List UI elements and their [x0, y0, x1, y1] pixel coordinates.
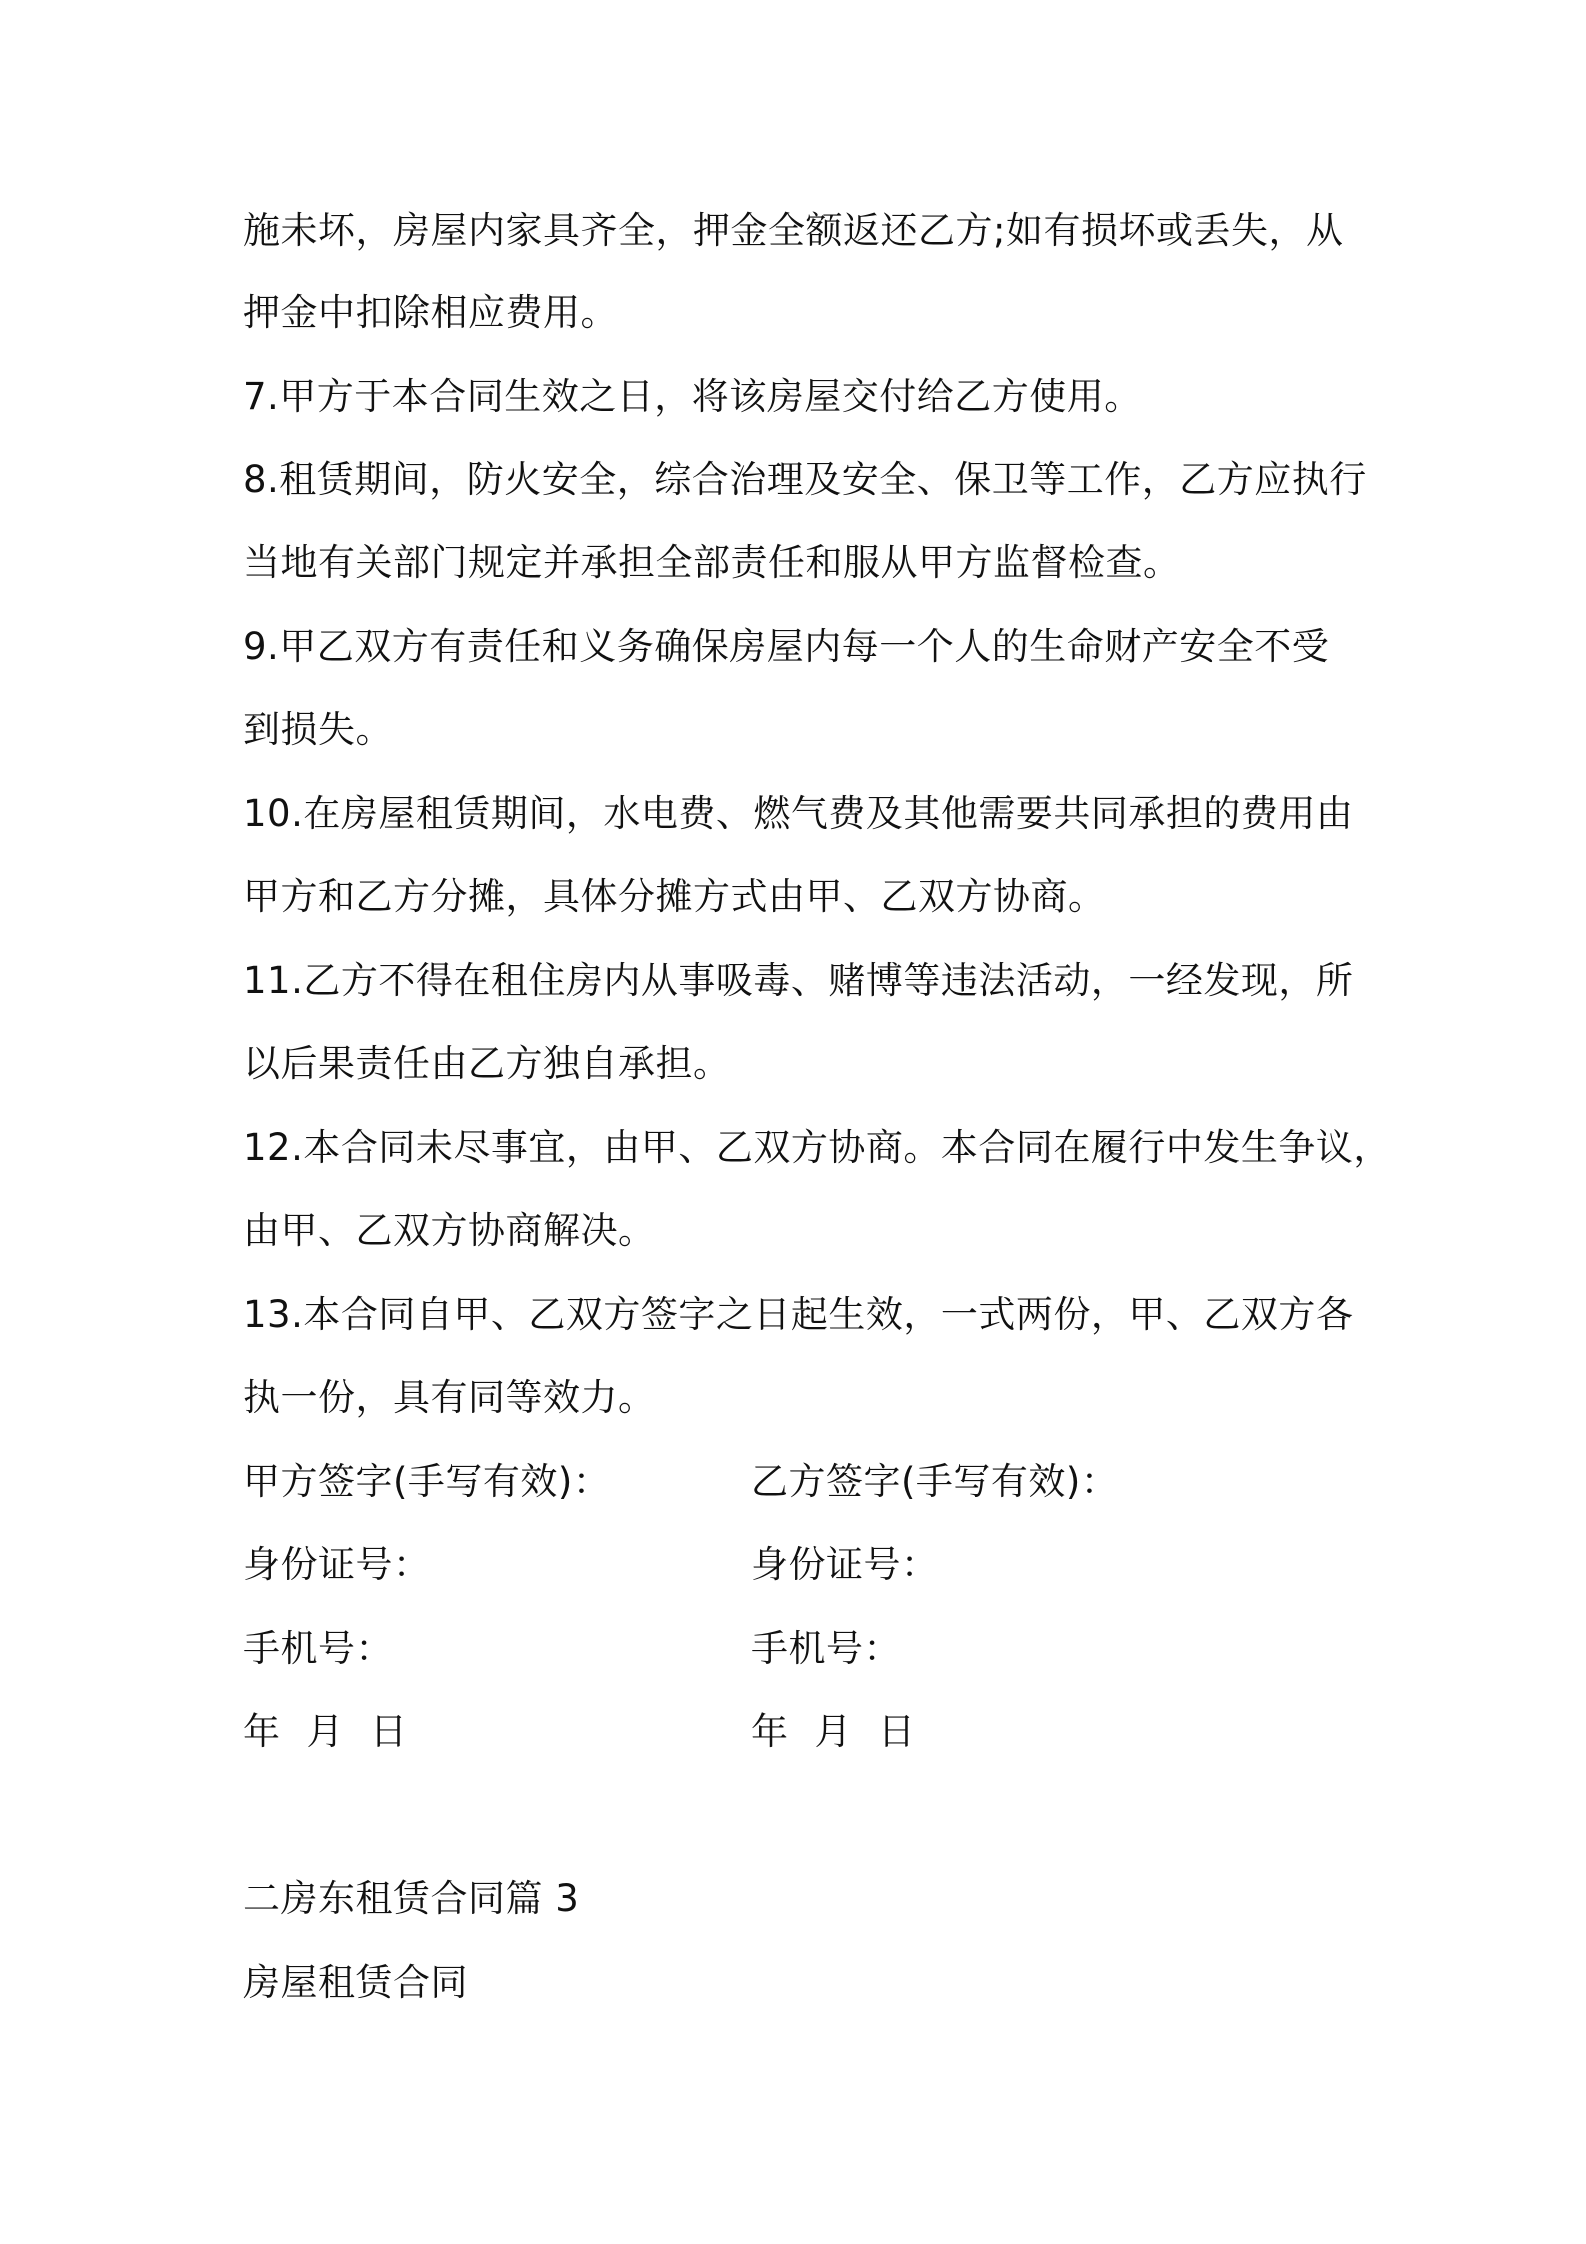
clause-text-line: 执一份，具有同等效力。 [243, 1376, 656, 1419]
clause-text-line: 以后果责任由乙方独自承担。 [243, 1042, 731, 1085]
party-b-phone-label: 手机号： [751, 1627, 901, 1670]
clause-text-line: 押金中扣除相应费用。 [243, 291, 618, 334]
clause-8: 8.租赁期间，防火安全，综合治理及安全、保卫等工作，乙方应执行 [243, 458, 1367, 501]
clause-7: 7.甲方于本合同生效之日，将该房屋交付给乙方使用。 [243, 375, 1142, 418]
party-a-date-month: 月 [306, 1710, 344, 1753]
party-a-date-day: 日 [370, 1710, 408, 1753]
clause-text-line: 甲方和乙方分摊，具体分摊方式由甲、乙双方协商。 [243, 875, 1106, 918]
party-b-date-month: 月 [814, 1710, 852, 1753]
party-b-date-day: 日 [878, 1710, 916, 1753]
party-a-id-label: 身份证号： [243, 1543, 431, 1586]
party-b-date [751, 1707, 916, 1757]
clause-13: 13.本合同自甲、乙双方签字之日起生效，一式两份，甲、乙双方各 [243, 1293, 1354, 1336]
clause-12: 12.本合同未尽事宜，由甲、乙双方协商。本合同在履行中发生争议， [243, 1126, 1391, 1169]
party-a-sign-label: 甲方签字(手写有效)： [243, 1460, 611, 1503]
contract-title: 房屋租赁合同 [243, 1961, 468, 2004]
party-a-phone-label: 手机号： [243, 1627, 393, 1670]
clause-text-line: 施未坏，房屋内家具齐全，押金全额返还乙方;如有损坏或丢失，从 [243, 209, 1344, 252]
section-heading: 二房东租赁合同篇 3 [243, 1877, 580, 1920]
clause-text-line: 到损失。 [243, 708, 393, 751]
clause-text-line: 由甲、乙双方协商解决。 [243, 1209, 656, 1252]
party-a-date-year: 年 [243, 1710, 281, 1753]
party-b-id-label: 身份证号： [751, 1543, 939, 1586]
party-b-date-year: 年 [751, 1710, 789, 1753]
party-b-sign-label: 乙方签字(手写有效)： [751, 1460, 1119, 1503]
clause-10: 10.在房屋租赁期间，水电费、燃气费及其他需要共同承担的费用由 [243, 792, 1354, 835]
clause-11: 11.乙方不得在租住房内从事吸毒、赌博等违法活动，一经发现，所 [243, 959, 1354, 1002]
clause-text-line: 当地有关部门规定并承担全部责任和服从甲方监督检查。 [243, 541, 1181, 584]
clause-9: 9.甲乙双方有责任和义务确保房屋内每一个人的生命财产安全不受 [243, 625, 1330, 668]
party-a-date [243, 1707, 408, 1757]
